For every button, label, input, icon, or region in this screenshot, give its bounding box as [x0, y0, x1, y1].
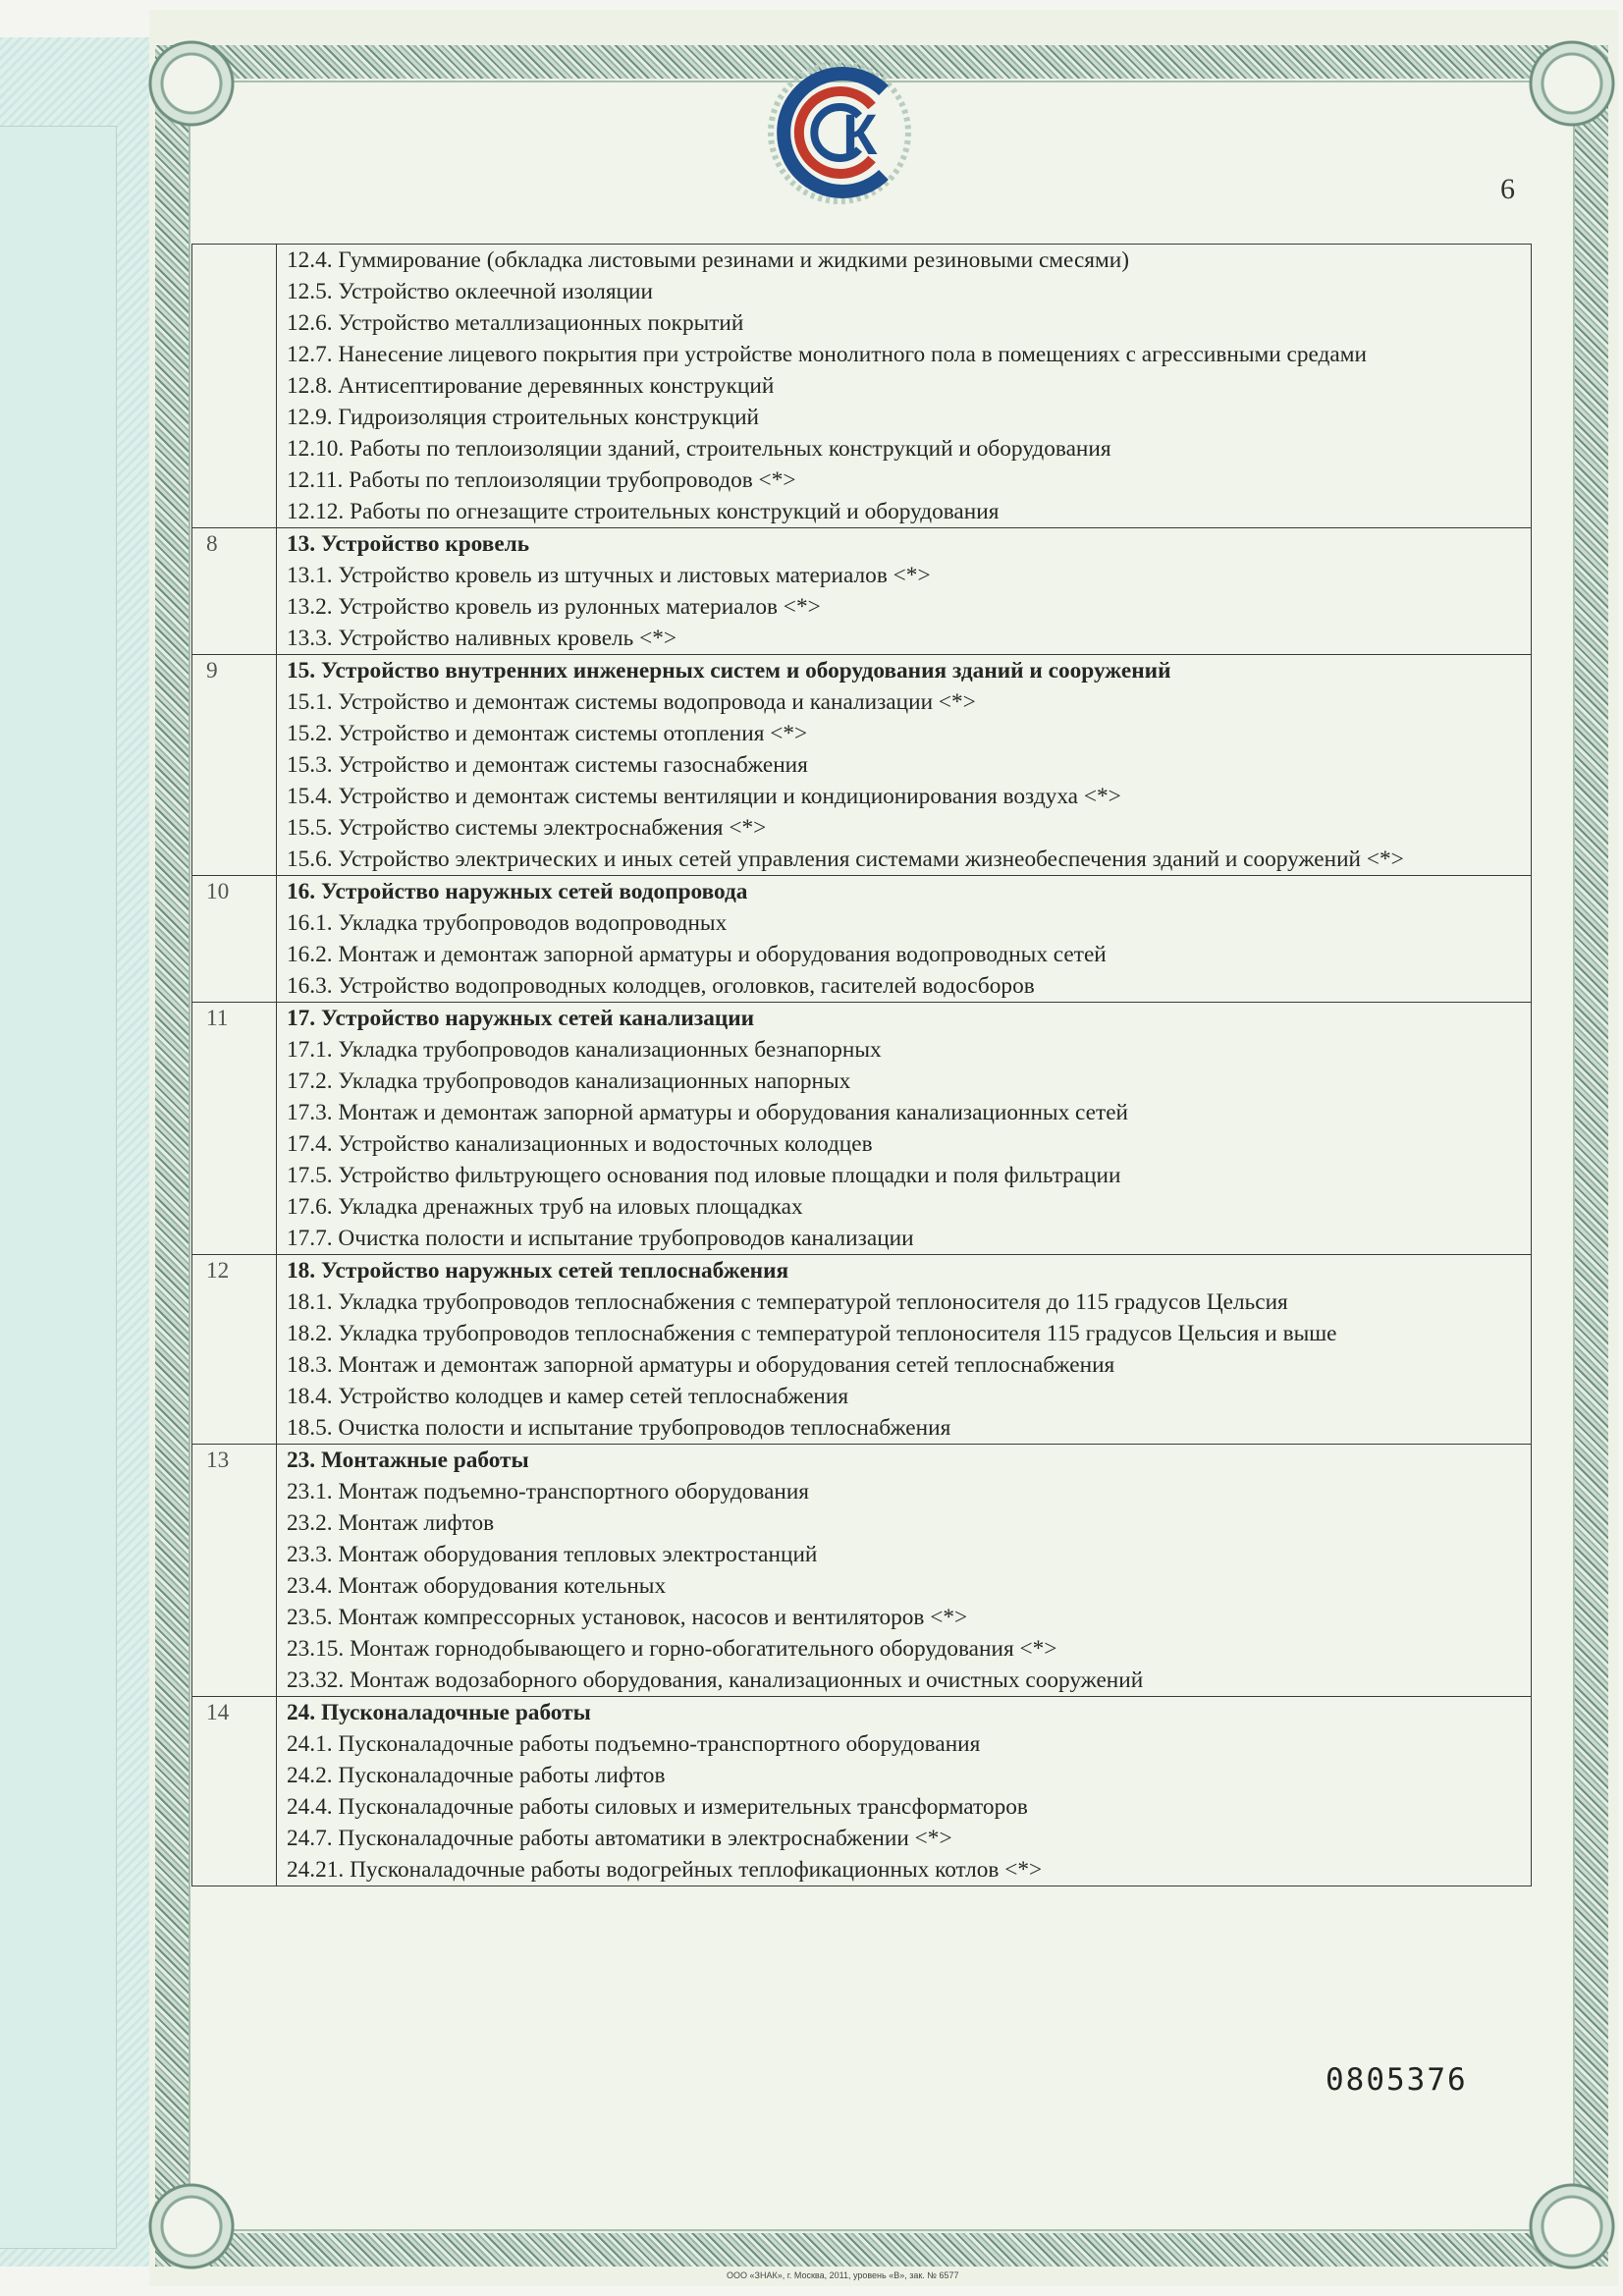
work-group-cell — [277, 1003, 1532, 1255]
table-row — [192, 1003, 1532, 1255]
work-item: 13.1. Устройство кровель из штучных и листовых материалов <*> — [287, 563, 931, 588]
work-item: 17.4. Устройство канализационных и водосточных колодцев — [287, 1131, 873, 1157]
work-item: 12.11. Работы по теплоизоляции трубопроводов <*> — [287, 467, 796, 493]
work-item: 18.4. Устройство колодцев и камер сетей теплоснабжения — [287, 1384, 849, 1409]
work-item: 15.2. Устройство и демонтаж системы отопления <*> — [287, 721, 808, 746]
work-group-cell — [277, 1697, 1532, 1886]
work-item: 12.9. Гидроизоляция строительных конструкций — [287, 405, 760, 430]
work-item: 23.4. Монтаж оборудования котельных — [287, 1573, 667, 1599]
table-row — [192, 876, 1532, 1003]
work-item: 16.2. Монтаж и демонтаж запорной арматуры и оборудования водопроводных сетей — [287, 942, 1107, 967]
work-item: 18.3. Монтаж и демонтаж запорной арматуры и оборудования сетей теплоснабжения — [287, 1352, 1115, 1378]
frame-corner-ornament — [147, 39, 236, 128]
work-item: 17.1. Укладка трубопроводов канализационных безнапорных — [287, 1037, 882, 1063]
table-row — [192, 1697, 1532, 1886]
work-item: 12.5. Устройство оклеечной изоляции — [287, 279, 653, 304]
serial-number: 0805376 — [1325, 2062, 1468, 2098]
table-row — [192, 1445, 1532, 1697]
work-item: 12.7. Нанесение лицевого покрытия при устройстве монолитного пола в помещениях с агрессивными средами — [287, 342, 1367, 367]
work-group-cell — [277, 1255, 1532, 1445]
work-item: 13.3. Устройство наливных кровель <*> — [287, 626, 677, 651]
work-item: 23.32. Монтаж водозаборного оборудования, канализационных и очистных сооружений — [287, 1667, 1144, 1693]
work-item: 18.5. Очистка полости и испытание трубопроводов теплоснабжения — [287, 1415, 951, 1441]
work-group-cell — [277, 655, 1532, 876]
work-group-title: 17. Устройство наружных сетей канализации — [287, 1006, 755, 1031]
row-number: 8 — [192, 528, 277, 655]
work-item: 16.1. Укладка трубопроводов водопроводных — [287, 910, 728, 936]
table-row — [192, 655, 1532, 876]
work-item: 15.4. Устройство и демонтаж системы вентиляции и кондиционирования воздуха <*> — [287, 784, 1121, 809]
work-item: 17.2. Укладка трубопроводов канализационных напорных — [287, 1068, 851, 1094]
work-item: 24.7. Пусконаладочные работы автоматики в электроснабжении <*> — [287, 1826, 952, 1851]
work-item: 16.3. Устройство водопроводных колодцев, оголовков, гасителей водосборов — [287, 973, 1035, 999]
work-group-title: 16. Устройство наружных сетей водопровода — [287, 879, 748, 904]
work-item: 12.8. Антисептирование деревянных конструкций — [287, 373, 775, 399]
work-item: 12.12. Работы по огнезащите строительных конструкций и оборудования — [287, 499, 1000, 524]
work-item: 12.4. Гуммирование (обкладка листовыми резинами и жидкими резиновыми смесями) — [287, 247, 1129, 273]
work-item: 13.2. Устройство кровель из рулонных материалов <*> — [287, 594, 821, 620]
work-group-cell — [277, 876, 1532, 1003]
work-item: 23.1. Монтаж подъемно-транспортного оборудования — [287, 1479, 810, 1504]
work-group-cell — [277, 1445, 1532, 1697]
work-group-cell — [277, 528, 1532, 655]
work-item: 23.2. Монтаж лифтов — [287, 1510, 495, 1536]
work-item: 17.6. Укладка дренажных труб на иловых площадках — [287, 1194, 803, 1220]
row-number: 14 — [192, 1697, 277, 1886]
work-group-title: 15. Устройство внутренних инженерных систем и оборудования зданий и сооружений — [287, 658, 1171, 683]
work-item: 24.4. Пусконаладочные работы силовых и измерительных трансформаторов — [287, 1794, 1028, 1820]
logo-letter: К — [842, 103, 878, 167]
frame-corner-ornament — [1528, 39, 1616, 128]
work-item: 15.6. Устройство электрических и иных сетей управления системами жизнеобеспечения зданий и сооружений <*> — [287, 847, 1404, 872]
sk-logo-icon — [766, 59, 913, 206]
page-number: 6 — [1500, 173, 1515, 205]
work-group-title: 18. Устройство наружных сетей теплоснабжения — [287, 1258, 789, 1284]
work-item: 23.3. Монтаж оборудования тепловых электростанций — [287, 1542, 818, 1567]
adjacent-page-edge — [0, 37, 151, 2267]
frame-corner-ornament — [147, 2182, 236, 2270]
row-number: 13 — [192, 1445, 277, 1697]
work-item: 12.10. Работы по теплоизоляции зданий, строительных конструкций и оборудования — [287, 436, 1111, 462]
work-group-title: 23. Монтажные работы — [287, 1448, 529, 1473]
printer-imprint: ООО «ЗНАК», г. Москва, 2011, уровень «В», зак. № 6577 — [727, 2270, 959, 2280]
work-item: 12.6. Устройство металлизационных покрытий — [287, 310, 744, 336]
row-number — [192, 245, 277, 528]
row-number: 10 — [192, 876, 277, 1003]
work-item: 24.21. Пусконаладочные работы водогрейных теплофикационных котлов <*> — [287, 1857, 1043, 1883]
table-row — [192, 1255, 1532, 1445]
work-item: 15.1. Устройство и демонтаж системы водопровода и канализации <*> — [287, 689, 976, 715]
row-number: 11 — [192, 1003, 277, 1255]
table-row — [192, 245, 1532, 528]
frame-corner-ornament — [1528, 2182, 1616, 2270]
work-item: 17.7. Очистка полости и испытание трубопроводов канализации — [287, 1226, 914, 1251]
work-item: 17.3. Монтаж и демонтаж запорной арматуры и оборудования канализационных сетей — [287, 1100, 1129, 1125]
work-item: 18.1. Укладка трубопроводов теплоснабжения с температурой теплоносителя до 115 градусов Цельсия — [287, 1289, 1288, 1315]
work-item: 15.5. Устройство системы электроснабжения <*> — [287, 815, 767, 841]
work-item: 18.2. Укладка трубопроводов теплоснабжения с температурой теплоносителя 115 градусов Цельсия и выше — [287, 1321, 1337, 1346]
work-group-title: 13. Устройство кровель — [287, 531, 530, 557]
work-item: 24.2. Пусконаладочные работы лифтов — [287, 1763, 666, 1788]
work-item: 24.1. Пусконаладочные работы подъемно-транспортного оборудования — [287, 1731, 981, 1757]
row-number: 9 — [192, 655, 277, 876]
work-group-cell — [277, 245, 1532, 528]
work-item: 17.5. Устройство фильтрующего основания под иловые площадки и поля фильтрации — [287, 1163, 1121, 1188]
work-item: 23.5. Монтаж компрессорных установок, насосов и вентиляторов <*> — [287, 1605, 968, 1630]
table-row — [192, 528, 1532, 655]
work-item: 15.3. Устройство и демонтаж системы газоснабжения — [287, 752, 808, 778]
work-types-table — [191, 244, 1532, 1886]
adjacent-page-panel — [0, 126, 117, 2249]
work-group-title: 24. Пусконаладочные работы — [287, 1700, 591, 1725]
row-number: 12 — [192, 1255, 277, 1445]
work-item: 23.15. Монтаж горнодобывающего и горно-обогатительного оборудования <*> — [287, 1636, 1057, 1662]
